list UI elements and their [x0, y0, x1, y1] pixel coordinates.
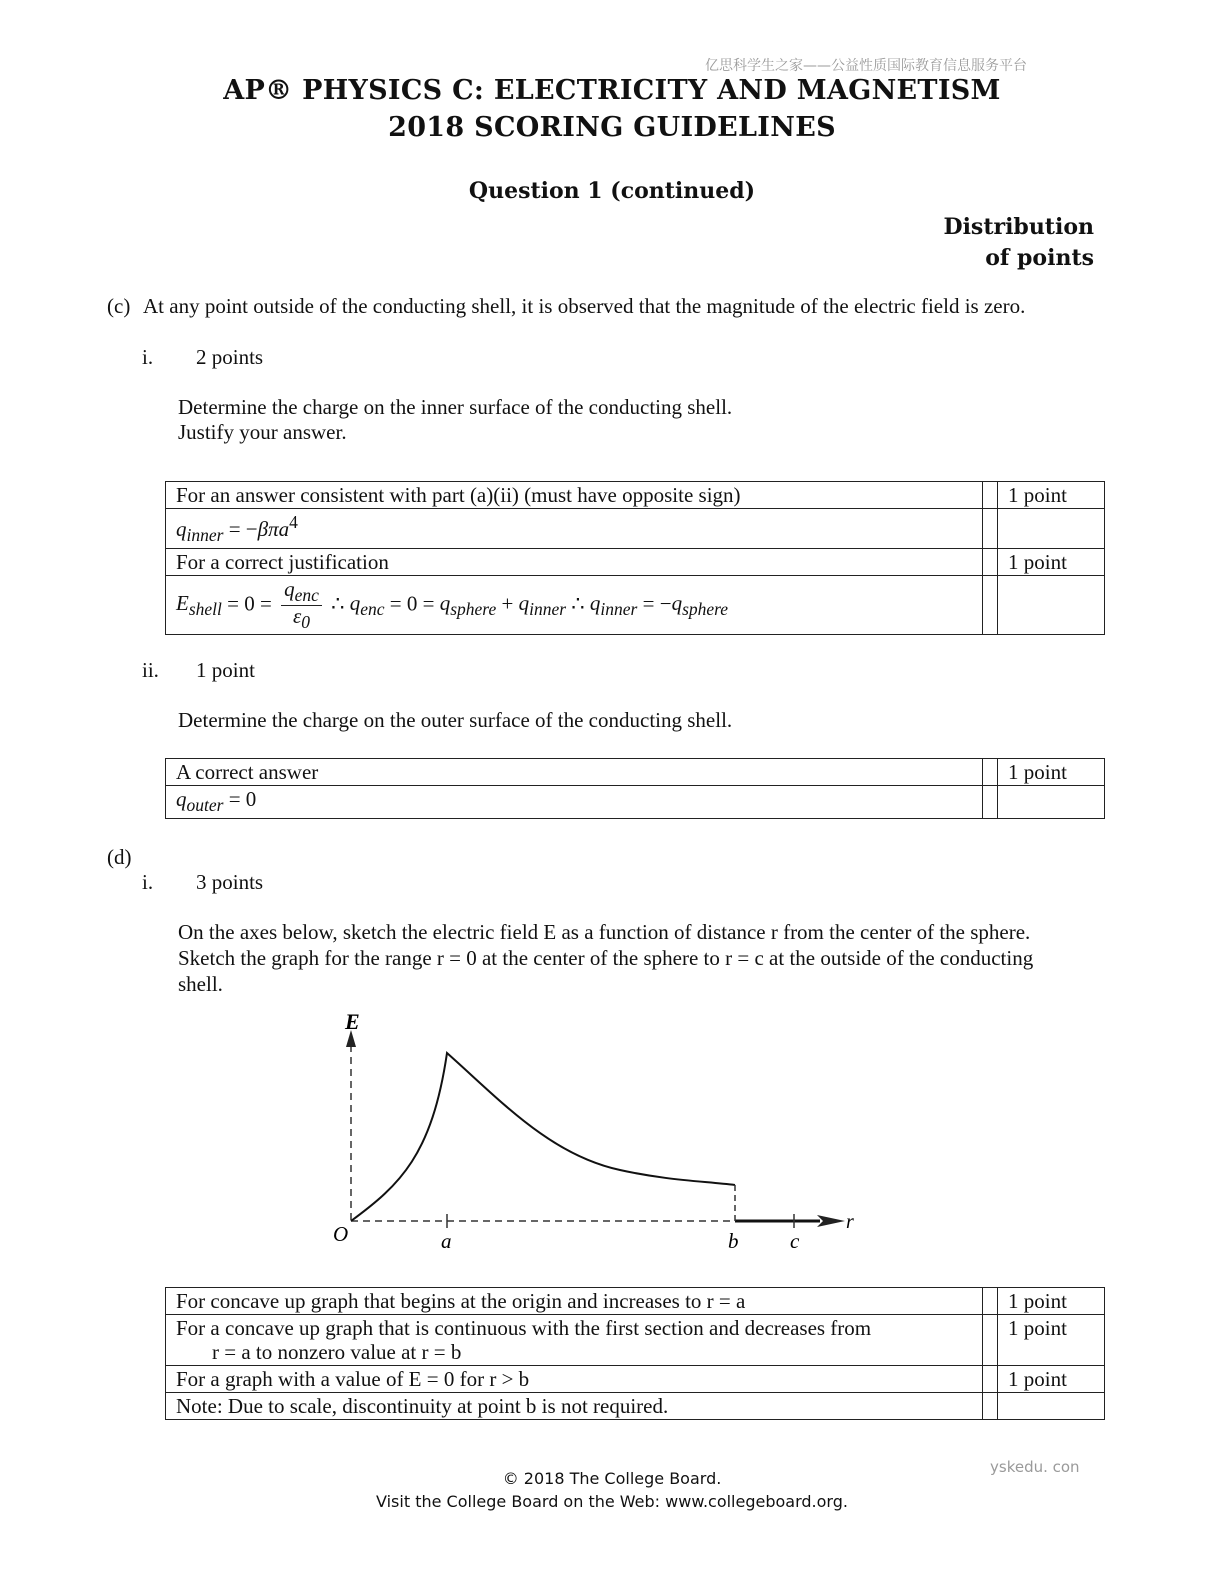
part-d-i-prompt: On the axes below, sketch the electric field E as a function of distance r from the center of the sphere. Sketch the graph for the range r = 0 at the center of the sphere to r = c at the outside of the conducting shell. [178, 920, 1034, 996]
points-cell [998, 786, 1105, 819]
points-cell: 1 point [998, 549, 1105, 576]
criterion-line-1: For a concave up graph that is continuous with the first section and decreases from [176, 1316, 872, 1340]
table-row [166, 482, 1105, 509]
criterion-cell: A correct answer [166, 759, 983, 786]
tick-label-c: c [790, 1229, 800, 1253]
part-d-i-label: i. [142, 870, 154, 894]
part-c-ii-points: 1 point [196, 658, 255, 682]
criterion-cell: For a correct justification [166, 549, 983, 576]
question-title: Question 1 (continued) [468, 178, 756, 204]
part-c-ii-prompt: Determine the charge on the outer surface of the conducting shell. [178, 708, 733, 732]
scoring-table-c-ii [165, 758, 1105, 819]
criterion-line-2: r = a to nonzero value at r = b [212, 1340, 462, 1364]
part-c-i-prompt: Determine the charge on the inner surface of the conducting shell. [178, 395, 733, 419]
tick-label-b: b [728, 1229, 739, 1253]
points-cell: 1 point [998, 1315, 1105, 1366]
points-cell [998, 576, 1105, 635]
table-row [166, 549, 1105, 576]
tick-label-a: a [441, 1229, 452, 1253]
distribution-line2: of points [985, 245, 1094, 271]
table-row [166, 509, 1105, 549]
table-row [166, 759, 1105, 786]
criterion-cell: For concave up graph that begins at the origin and increases to r = a [166, 1288, 983, 1315]
watermark-top: 亿思科学生之家——公益性质国际教育信息服务平台 [705, 58, 1027, 74]
footer-website: Visit the College Board on the Web: www.collegeboard.org. [376, 1492, 848, 1511]
note-cell: Note: Due to scale, discontinuity at point b is not required. [166, 1393, 983, 1420]
part-c-ii-label: ii. [142, 658, 159, 682]
x-axis-arrow-icon [817, 1215, 845, 1227]
criterion-cell: For a graph with a value of E = 0 for r > b [166, 1366, 983, 1393]
equation-q-outer: $q_{outer} = 0$ [166, 786, 983, 819]
table-row [166, 576, 1105, 635]
y-axis-label: E [345, 1009, 360, 1034]
points-cell: 1 point [998, 1366, 1105, 1393]
part-c-i-prompt-2: Justify your answer. [178, 420, 347, 444]
points-cell [998, 509, 1105, 549]
distribution-of-points-heading [944, 212, 1095, 274]
part-d-label: (d) [107, 845, 132, 869]
points-cell: 1 point [998, 1288, 1105, 1315]
part-c-text: At any point outside of the conducting shell, it is observed that the magnitude of the electric field is zero. [143, 294, 1026, 318]
scoring-table-d-i [165, 1287, 1105, 1420]
electric-field-graph [320, 1005, 880, 1265]
points-cell: 1 point [998, 759, 1105, 786]
part-c-i-points: 2 points [196, 345, 264, 369]
distribution-line1: Distribution [943, 214, 1094, 240]
footer-copyright: © 2018 The College Board. [502, 1469, 722, 1488]
table-row [166, 1315, 1105, 1366]
table-row [166, 1288, 1105, 1315]
points-cell: 1 point [998, 482, 1105, 509]
equation-q-inner: $q_{inner} = -\beta\pi a^4$ [166, 509, 983, 549]
criterion-cell [166, 1315, 983, 1366]
criterion-cell: For an answer consistent with part (a)(ii) (must have opposite sign) [166, 482, 983, 509]
page-header-title: AP® PHYSICS C: ELECTRICITY AND MAGNETISM [223, 75, 1001, 106]
scoring-table-c-i [165, 481, 1105, 635]
part-c-label: (c) [107, 294, 131, 318]
part-c-i-label: i. [142, 345, 154, 369]
page-header-subtitle: 2018 SCORING GUIDELINES [388, 112, 836, 143]
watermark-bottom: yskedu. con [990, 1458, 1080, 1476]
table-row [166, 1393, 1105, 1420]
origin-label: O [333, 1222, 349, 1246]
equation-justification: $E_{shell} = 0$ = $\frac{q_{enc}}{\varepsilon_0}$ ∴ $q_{enc} = 0 = q_{sphere} + q_{inner}$ ∴ $q_{inner} = -q_{sphere}$ [166, 576, 983, 635]
table-row [166, 1366, 1105, 1393]
part-d-i-points: 3 points [196, 870, 264, 894]
x-axis-label: r [846, 1211, 854, 1233]
points-cell [998, 1393, 1105, 1420]
field-curve [351, 1053, 735, 1221]
table-row [166, 786, 1105, 819]
